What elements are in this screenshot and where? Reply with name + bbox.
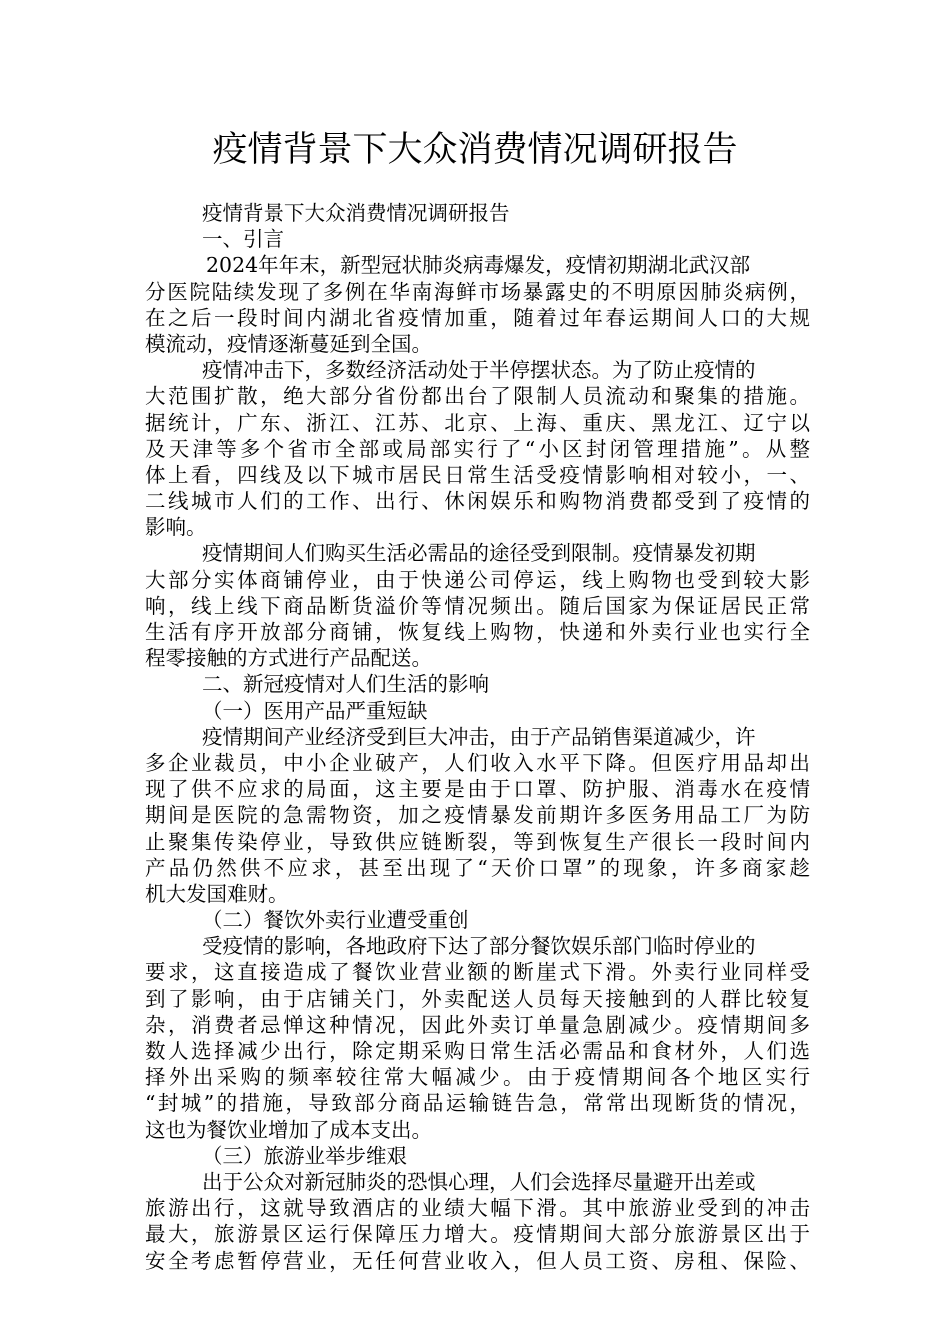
text-line: 杂，消费者忌惮这种情况，因此外卖订单量急剧减少。疫情期间多 bbox=[145, 1012, 810, 1037]
text-line: 2024年年末，新型冠状肺炎病毒爆发，疫情初期湖北武汉部 bbox=[206, 253, 751, 278]
text-line: 到了影响，由于店铺关门，外卖配送人员每天接触到的人群比较复 bbox=[145, 986, 810, 1011]
text-line: 程零接触的方式进行产品配送。 bbox=[145, 646, 432, 671]
text-line: 择外出采购的频率较往常大幅减少。由于疫情期间各个地区实行 bbox=[145, 1065, 810, 1090]
text-line: 疫情冲击下，多数经济活动处于半停摆状态。为了防止疫情的 bbox=[202, 358, 756, 383]
text-line: 疫情背景下大众消费情况调研报告 bbox=[202, 201, 510, 225]
text-line: 在之后一段时间内湖北省疫情加重，随着过年春运期间人口的大规 bbox=[145, 305, 810, 330]
text-line: 产品仍然供不应求，甚至出现了“天价口罩”的现象，许多商家趁 bbox=[145, 855, 810, 880]
text-line: 受疫情的影响，各地政府下达了部分餐饮娱乐部门临时停业的 bbox=[202, 934, 756, 959]
text-line: 影响。 bbox=[145, 515, 207, 540]
text-line: （二）餐饮外卖行业遭受重创 bbox=[202, 908, 469, 933]
text-line: 疫情期间产业经济受到巨大冲击，由于产品销售渠道减少，许 bbox=[202, 724, 756, 749]
text-line: 机大发国难财。 bbox=[145, 881, 289, 906]
text-line: 这也为餐饮业增加了成本支出。 bbox=[145, 1117, 432, 1142]
text-line: 最大，旅游景区运行保障压力增大。疫情期间大部分旅游景区出于 bbox=[145, 1222, 810, 1247]
text-line: 分医院陆续发现了多例在华南海鲜市场暴露史的不明原因肺炎病例， bbox=[145, 279, 810, 304]
text-line: 现了供不应求的局面，这主要是由于口罩、防护服、消毒水在疫情 bbox=[145, 777, 810, 802]
text-line: 二、新冠疫情对人们生活的影响 bbox=[202, 672, 489, 697]
text-line: 多企业裁员，中小企业破产，人们收入水平下降。但医疗用品却出 bbox=[145, 750, 810, 775]
text-line: 二线城市人们的工作、出行、休闲娱乐和购物消费都受到了疫情的 bbox=[145, 489, 810, 514]
text-line: 生活有序开放部分商铺，恢复线上购物，快递和外卖行业也实行全 bbox=[145, 620, 810, 644]
text-line: 疫情期间人们购买生活必需品的途径受到限制。疫情暴发初期 bbox=[202, 541, 756, 566]
text-line: （三）旅游业举步维艰 bbox=[202, 1143, 407, 1168]
text-line: 响，线上线下商品断货溢价等情况频出。随后国家为保证居民正常 bbox=[145, 593, 810, 618]
text-line: 大范围扩散，绝大部分省份都出台了限制人员流动和聚集的措施。 bbox=[145, 384, 810, 409]
text-line: 及天津等多个省市全部或局部实行了“小区封闭管理措施”。从整 bbox=[145, 436, 810, 461]
text-line: 一、引言 bbox=[202, 227, 284, 252]
text-line: 模流动，疫情逐渐蔓延到全国。 bbox=[145, 331, 432, 356]
text-line: 大部分实体商铺停业，由于快递公司停运，线上购物也受到较大影 bbox=[145, 567, 810, 592]
text-line: “封城”的措施，导致部分商品运输链告急，常常出现断货的情况， bbox=[145, 1091, 810, 1116]
document-title: 疫情背景下大众消费情况调研报告 bbox=[212, 130, 738, 170]
text-line: 出于公众对新冠肺炎的恐惧心理，人们会选择尽量避开出差或 bbox=[202, 1169, 756, 1194]
document-body bbox=[145, 200, 810, 1274]
text-line: 期间是医院的急需物资，加之疫情暴发前期许多医务用品工厂为防 bbox=[145, 803, 810, 828]
text-line: 安全考虑暂停营业，无任何营业收入，但人员工资、房租、保险、 bbox=[145, 1248, 810, 1273]
text-line: 据统计，广东、浙江、江苏、北京、上海、重庆、黑龙江、辽宁以 bbox=[145, 410, 810, 435]
text-line: 止聚集传染停业，导致供应链断裂，等到恢复生产很长一段时间内 bbox=[145, 829, 810, 854]
text-line: 数人选择减少出行，除定期采购日常生活必需品和食材外，人们选 bbox=[145, 1039, 810, 1063]
text-line: 体上看，四线及以下城市居民日常生活受疫情影响相对较小，一、 bbox=[145, 462, 810, 487]
text-line: 要求，这直接造成了餐饮业营业额的断崖式下滑。外卖行业同样受 bbox=[145, 960, 810, 985]
text-line: 旅游出行，这就导致酒店的业绩大幅下滑。其中旅游业受到的冲击 bbox=[145, 1196, 810, 1221]
text-line: （一）医用产品严重短缺 bbox=[202, 698, 428, 723]
